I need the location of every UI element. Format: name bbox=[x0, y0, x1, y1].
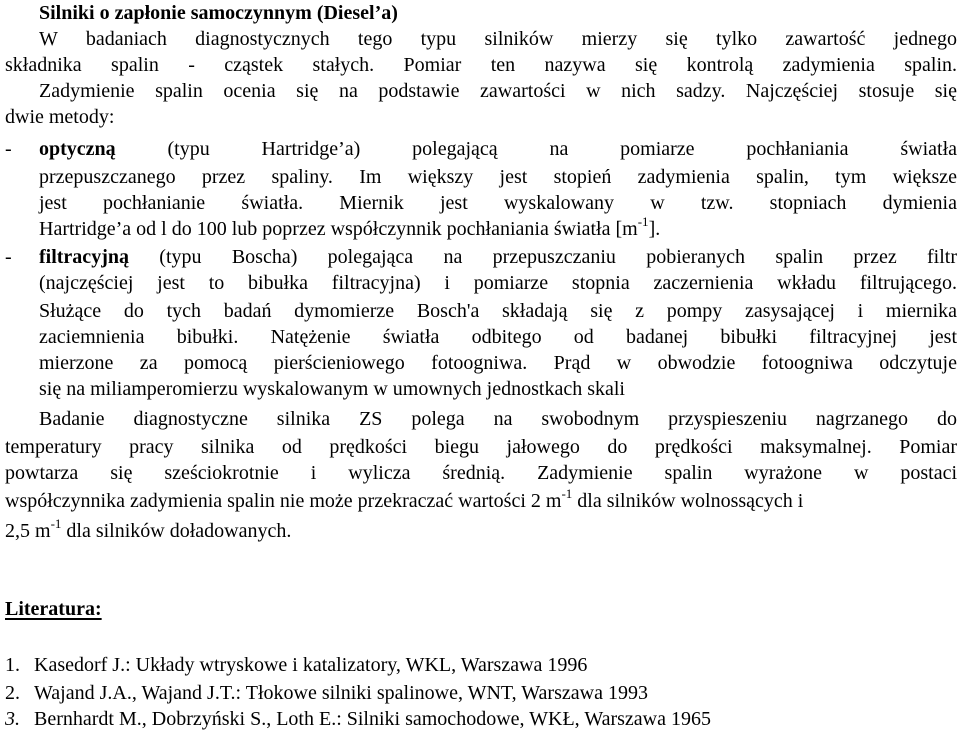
method-text: (typu Boscha) polegająca na przepuszczaniu pobieranych spalin przez filtr bbox=[159, 246, 958, 268]
paragraph-line: Zadymienie spalin ocenia się na podstawie zawartości w nich sadzy. Najczęściej stosuje się bbox=[39, 80, 957, 102]
method-line: (najczęściej jest to bibułka filtracyjna) i pomiarze stopnia zaczernienia wkładu filtrującego. bbox=[39, 272, 957, 294]
literature-heading: Literatura: bbox=[5, 598, 102, 620]
paragraph-line: W badaniach diagnostycznych tego typu silników mierzy się tylko zawartość jednego bbox=[39, 28, 957, 50]
superscript: -1 bbox=[637, 214, 649, 230]
method-line: Służące do tych badań dymomierze Bosch'a składają się z pompy zasysającej i miernika bbox=[39, 300, 957, 322]
method-text: (typu Hartridge’a) polegającą na pomiarze pochłaniania światła bbox=[167, 138, 957, 160]
method-filter-line bbox=[39, 244, 957, 270]
superscript: -1 bbox=[561, 486, 573, 502]
literature-item bbox=[5, 706, 711, 732]
paragraph-text: współczynnika zadymienia spalin nie może przekraczać wartości 2 m bbox=[5, 490, 562, 512]
item-number: 3. bbox=[5, 708, 20, 730]
literature-item bbox=[5, 680, 648, 706]
item-text: Kasedorf J.: Układy wtryskowe i katalizatory, WKL, Warszawa 1996 bbox=[34, 654, 588, 676]
item-text: Wajand J.A., Wajand J.T.: Tłokowe silniki spalinowe, WNT, Warszawa 1993 bbox=[34, 682, 648, 704]
method-line: przepuszczanego przez spaliny. Im większy jest stopień zadymienia spalin, tym większe bbox=[39, 166, 957, 188]
item-number: 1. bbox=[5, 654, 20, 676]
item-number: 2. bbox=[5, 682, 20, 704]
paragraph-text: 2,5 m bbox=[5, 520, 51, 542]
section-title: Silniki o zapłonie samoczynnym (Diesel’a) bbox=[39, 2, 398, 24]
literature-item bbox=[5, 652, 588, 678]
paragraph-line: powtarza się sześciokrotnie i wylicza średnią. Zadymienie spalin wyrażone w postaci bbox=[5, 462, 957, 484]
paragraph-line: składnika spalin - cząstek stałych. Pomiar ten nazywa się kontrolą zadymienia spalin. bbox=[5, 54, 957, 76]
method-line: mierzone za pomocą pierścieniowego fotoogniwa. Prąd w obwodzie fotoogniwa odczytuje bbox=[39, 352, 957, 374]
superscript: -1 bbox=[50, 516, 62, 532]
method-text: Hartridge’a od l do 100 lub poprzez współczynnik pochłaniania światła [m bbox=[39, 218, 638, 240]
paragraph-text: dla silników wolnossących i bbox=[572, 490, 804, 512]
method-filter-term: filtracyjną bbox=[39, 246, 129, 268]
paragraph-line: temperatury pracy silnika od prędkości biegu jałowego do prędkości maksymalnej. Pomiar bbox=[5, 436, 957, 458]
list-dash: - bbox=[5, 246, 12, 268]
paragraph-line: Badanie diagnostyczne silnika ZS polega na swobodnym przyspieszeniu nagrzanego do bbox=[39, 408, 957, 430]
paragraph-line bbox=[5, 488, 803, 514]
method-optical-line bbox=[39, 136, 957, 162]
method-line: jest pochłanianie światła. Miernik jest wyskalowany w tzw. stopniach dymienia bbox=[39, 192, 957, 214]
list-dash: - bbox=[5, 138, 12, 160]
method-line bbox=[39, 216, 660, 242]
method-line: się na miliamperomierzu wyskalowanym w umownych jednostkach skali bbox=[39, 378, 625, 400]
paragraph-line bbox=[5, 518, 291, 544]
method-line: zaciemnienia bibułki. Natężenie światła odbitego od badanej bibułki filtracyjnej jest bbox=[39, 326, 957, 348]
method-optical-term: optyczną bbox=[39, 138, 116, 160]
method-text: ]. bbox=[648, 218, 661, 240]
paragraph-line: dwie metody: bbox=[5, 106, 115, 128]
paragraph-text: dla silników doładowanych. bbox=[61, 520, 292, 542]
item-text: Bernhardt M., Dobrzyński S., Loth E.: Silniki samochodowe, WKŁ, Warszawa 1965 bbox=[34, 708, 711, 730]
